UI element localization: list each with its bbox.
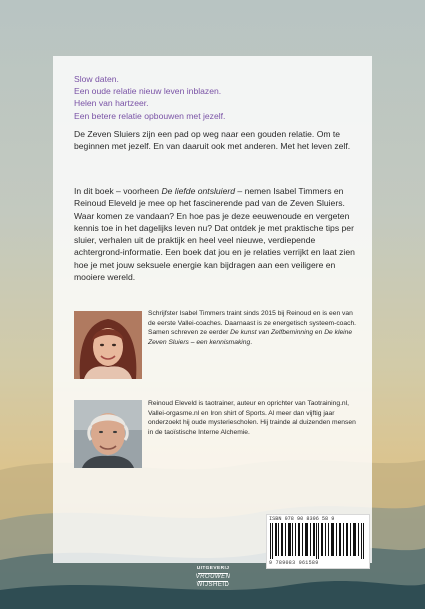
tagline: Een oude relatie nieuw leven inblazen. <box>74 86 222 97</box>
publisher-line2: VROUWEN <box>195 574 231 580</box>
barcode <box>266 514 370 569</box>
previous-title: De liefde ontsluierd <box>161 186 236 196</box>
isbn-text: ISBN 978 90 8396 58 9 <box>269 516 335 522</box>
intro-paragraph: De Zeven Sluiers zijn een pad op weg naar een gouden relatie. Om te beginnen met jezelf. En van daaruit ook met anderen. Met het leven zelf. <box>74 129 351 152</box>
bio-isabel: Schrijfster Isabel Timmers traint sinds 2015 bij Reinoud en is een van de eerste Vallei-coaches. Daarnaast is ze energetisch systeem-coach. Samen schreven ze eerder De kunst van Zelfbeminning en De kleine Zeven Sluiers – een kennismaking. <box>148 310 357 346</box>
tagline: Slow daten. <box>74 74 119 84</box>
author-photo-isabel <box>74 311 142 379</box>
author-photo-reinoud <box>74 400 142 468</box>
book-title: De kunst van Zelfbeminning <box>230 329 314 337</box>
body-paragraph: In dit boek – voorheen De liefde ontsluierd – nemen Isabel Timmers en Reinoud Eleveld je mee op het fascinerende pad van de Zeven Sluiers. Waar komen ze vandaan? En hoe pas je deze eeuwenoude en vergeten kennis toe in het dagelijks leven nu? Dat ontdek je met praktische tips per sluier, verhalen uit de praktijk en heel veel nieuwe, verdiepende achtergrond-informatie. Een boek dat jou en je relaties verrijkt en laat zien hoe je met jouw seksuele energie kan bijdragen aan een veiligere en mooiere wereld. <box>74 186 355 283</box>
tagline: Een betere relatie opbouwen met jezelf. <box>74 110 226 121</box>
publisher-logo <box>187 566 239 588</box>
barcode-digits: 9 789083 961589 <box>269 560 319 566</box>
bio-reinoud: Reinoud Eleveld is taotrainer, auteur en oprichter van Taotraining.nl, Vallei-orgasme.nl en Iron shirt of Sports. Al meer dan vijftig jaar onderzoekt hij oude mysteriescholen. Hij trainde al duizenden mensen in de taoïstische Interne Alchemie. <box>148 400 356 436</box>
publisher-line3: WIJSHEID <box>196 582 230 588</box>
taglines <box>74 73 364 122</box>
publisher-line1: UITGEVERIJ <box>196 566 230 571</box>
barcode-bars <box>270 523 366 559</box>
book-title: De kleine Zeven Sluiers – een kennismaking <box>148 329 353 346</box>
tagline: Helen van hartzeer. <box>74 98 149 109</box>
